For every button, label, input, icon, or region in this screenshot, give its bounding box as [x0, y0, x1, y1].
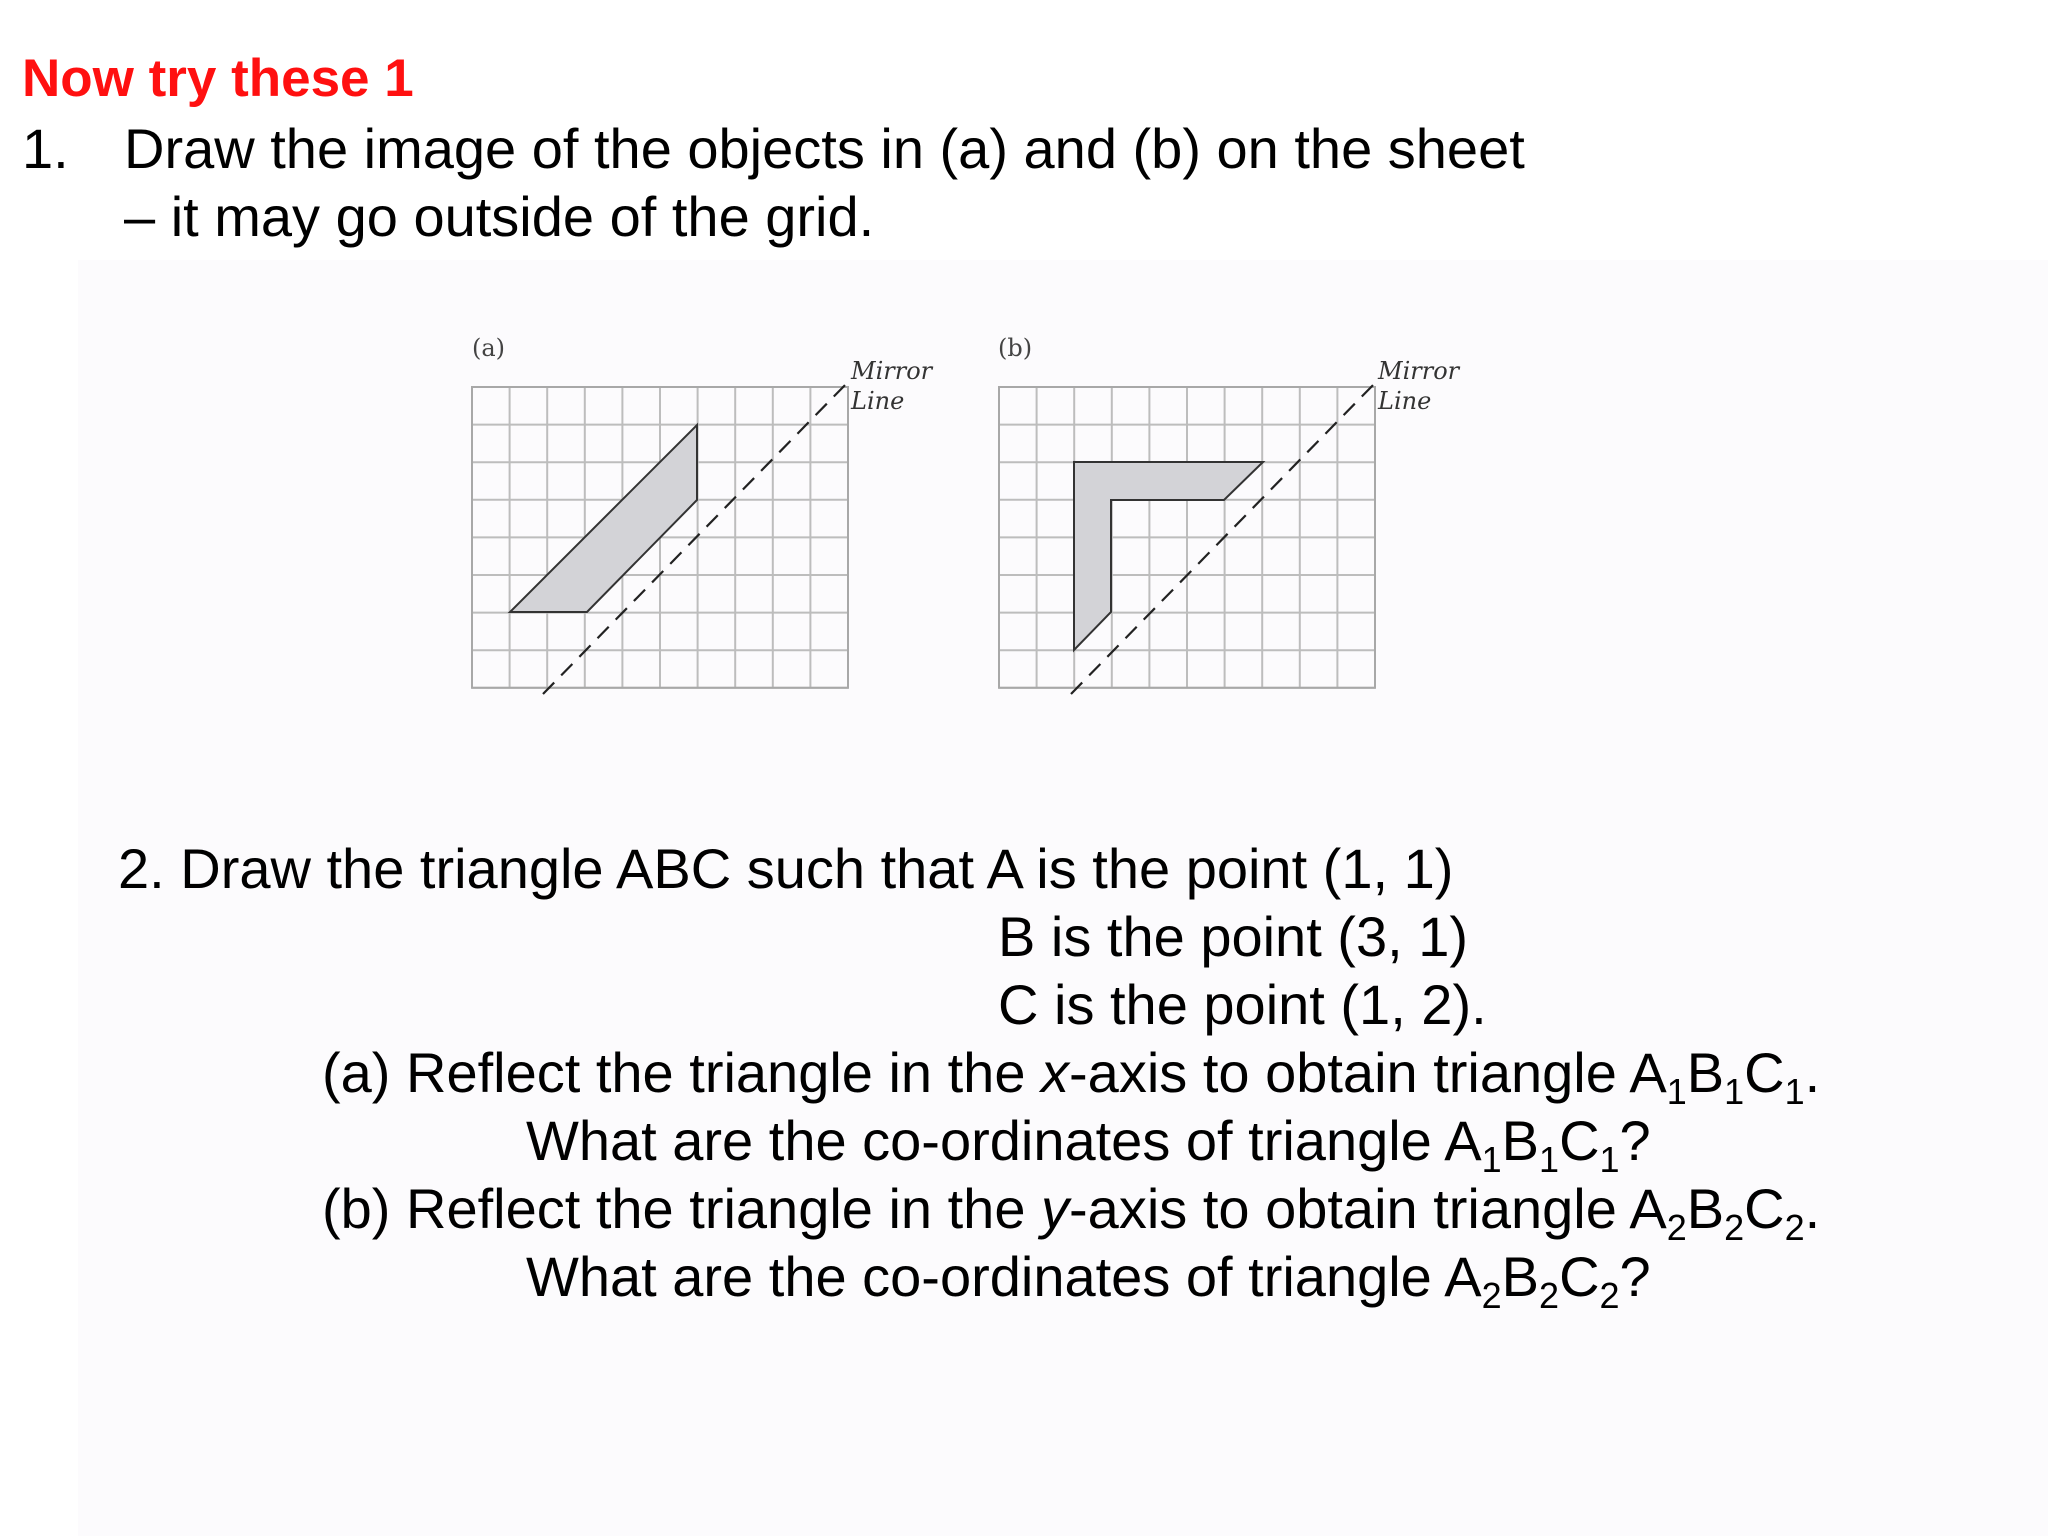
- reflection-figures: [0, 0, 2048, 760]
- question-1-number: 1.: [22, 117, 69, 180]
- figure-a-label: (a): [472, 334, 506, 362]
- figure-b-label: (b): [998, 334, 1033, 362]
- question-1-note: – it may go outside of the grid.: [124, 185, 875, 248]
- question-2b-text: (b) Reflect the triangle in the y-axis to obtain triangle $A_2B_2C_2$.: [322, 1177, 1821, 1248]
- mirror-label-a-1: Mirror: [851, 357, 933, 385]
- figure-b: [998, 334, 1461, 694]
- slide-title: Now try these 1: [22, 49, 414, 108]
- figure-a: [472, 334, 934, 694]
- grid-b: [999, 387, 1375, 688]
- parallelogram-object: [510, 425, 697, 612]
- mirror-label-b-1: Mirror: [1378, 357, 1460, 385]
- question-2a-text: (a) Reflect the triangle in the x-axis to obtain triangle $A_1B_1C_1$.: [322, 1041, 1821, 1112]
- question-2-line-1: 2. Draw the triangle ABC such that A is the point (1, 1): [118, 837, 1454, 900]
- question-1-text: Draw the image of the objects in (a) and (b) on the sheet: [124, 117, 1525, 180]
- question-2a-question: What are the co-ordinates of triangle $A_1B_1C_1$?: [526, 1109, 1651, 1180]
- question-2b-question: What are the co-ordinates of triangle $A_2B_2C_2$?: [526, 1245, 1651, 1316]
- mirror-label-b-2: Line: [1378, 387, 1432, 415]
- l-shape-object: [1074, 462, 1263, 650]
- question-2-point-c: C is the point (1, 2).: [998, 973, 1487, 1036]
- mirror-label-a-2: Line: [851, 387, 905, 415]
- question-2-point-b: B is the point (3, 1): [998, 905, 1469, 968]
